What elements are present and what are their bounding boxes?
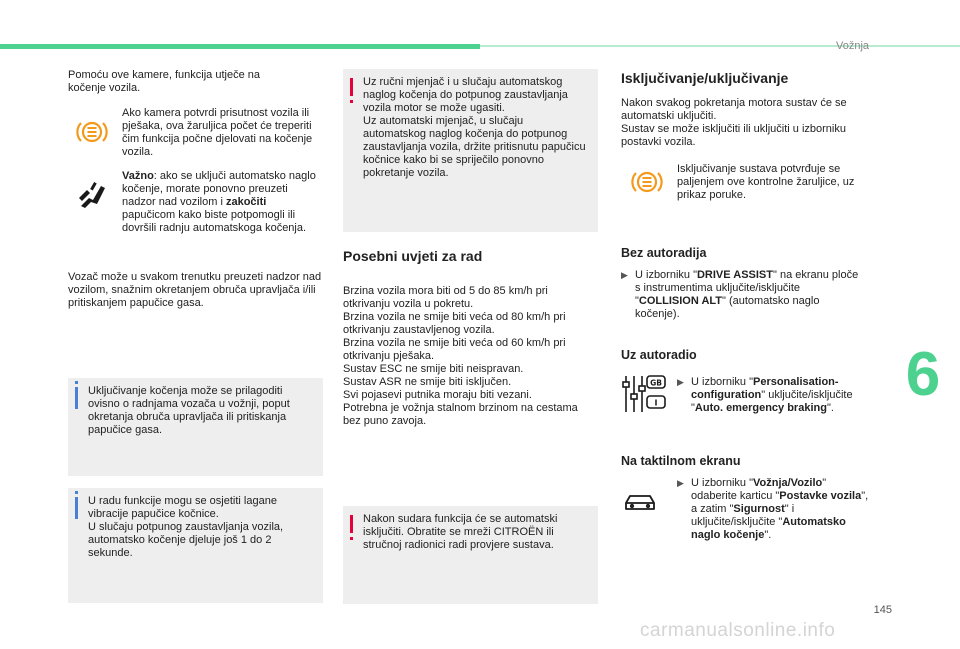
info-note-2: [68, 488, 323, 603]
condition-line: Brzina vozila ne smije biti veća od 80 km/h pri otkrivanju zaustavljenog vozila.: [343, 311, 566, 336]
condition-line: Brzina vozila mora biti od 5 do 85 km/h pri otkrivanju vozila u pokretu.: [343, 285, 548, 310]
condition-line: Potrebna je vožnja stalnom brzinom na cestama bez puno zavoja.: [343, 402, 578, 427]
with-radio-instruction: ▶ U izborniku "Personalisation-configuration" uključite/isključite "Auto. emergency braking".: [677, 376, 853, 414]
subheading-with-radio: Uz autoradio: [621, 348, 697, 362]
operating-conditions: [343, 247, 593, 428]
intro-text: Pomoću ove kamere, funkcija utječe na kočenje vozila.: [68, 69, 260, 94]
with-radio-row: [621, 370, 871, 418]
subheading-touchscreen: Na taktilnom ekranu: [621, 454, 741, 468]
condition-line: Sustav ESC ne smije biti neispravan.: [343, 363, 524, 375]
column-3: [621, 69, 871, 542]
warning-icon: [350, 515, 353, 533]
conditions-list: [343, 285, 593, 428]
foot-pedal-icon: [75, 178, 109, 212]
info-note-2-line-2: U slučaju potpunog zaustavljanja vozila, automatsko kočenje djeluje još 1 do 2 sekunde.: [88, 521, 284, 559]
info-note-1-text: Uključivanje kočenja može se prilagoditi ovisno o radnjama vozača u vožnji, poput okretanja obruča upravljača ili pritiskanja papučice gasa.: [88, 385, 290, 436]
touchscreen-instruction: ▶ U izborniku "Vožnja/Vozilo" odaberite karticu "Postavke vozila", a zatim "Sigurnost" i uključite/isključite "Automatsko naglo kočenje".: [677, 477, 869, 541]
arrow-icon: ▶: [621, 270, 628, 280]
condition-line: Sustav ASR ne smije biti isključen.: [343, 376, 512, 388]
chapter-title: Vožnja: [836, 40, 870, 52]
info-icon: [75, 497, 78, 519]
arrow-icon: ▶: [677, 377, 684, 387]
touchscreen-row: [621, 477, 871, 542]
warning-note-2-text: Nakon sudara funkcija će se automatski isključiti. Obratite se mreži CITROËN ili stručnoj radionici radi provjere sustava.: [363, 513, 558, 551]
info-note-1: [68, 378, 323, 476]
warning-note-1-line-1: Uz ručni mjenjač i u slučaju automatskog naglog kočenja do potpunog zaustavljanja vozila motor se može ugasiti.: [363, 76, 568, 114]
section-heading: Isključivanje/uključivanje: [621, 70, 789, 86]
driver-override-text: Vozač može u svakom trenutku preuzeti nadzor nad vozilom, snažnim okretanjem obruča upravljača i/ili pritiskanjem papučice gasa.: [68, 271, 322, 309]
important-row: [68, 170, 323, 235]
car-icon: [623, 491, 657, 513]
camera-lamp-row: [68, 107, 323, 159]
warning-icon: [350, 78, 353, 96]
camera-lamp-text: Ako kamera potvrdi prisutnost vozila ili pješaka, ova žaruljica počet će treperiti čim funkcija počne djelovati na kočenje vozila.: [122, 107, 313, 158]
condition-line: Brzina vozila ne smije biti veća od 60 km/h pri otkrivanju pješaka.: [343, 337, 566, 362]
warning-note-2: [343, 506, 598, 604]
accent-bar: [0, 44, 480, 49]
system-off-lamp-icon: [629, 167, 665, 197]
arrow-icon: ▶: [677, 478, 684, 488]
no-radio-instruction: ▶ U izborniku "DRIVE ASSIST" na ekranu ploče s instrumentima uključite/isključite "COLLISION ALT" (automatsko naglo kočenje).: [621, 269, 859, 320]
section-heading: Posebni uvjeti za rad: [343, 248, 483, 264]
subheading-no-radio: Bez autoradija: [621, 246, 707, 260]
deactivation-lamp-row: [621, 163, 871, 202]
warning-note-1: [343, 69, 598, 232]
info-badge: I: [654, 398, 658, 408]
deactivation-text: Nakon svakog pokretanja motora sustav će se automatski uključiti. Sustav se može isključiti ili uključiti u izborniku postavki vozila.: [621, 97, 847, 148]
important-text: Važno: ako se uključi automatsko naglo kočenje, morate ponovno preuzeti nadzor nad vozilom i zakočiti papučicom kako biste potpomogli ili dovršili radnju automatskoga kočenja.: [122, 170, 316, 234]
language-badge: GB: [650, 378, 662, 388]
deactivation-lamp-text: Isključivanje sustava potvrđuje se paljenjem ove kontrolne žaruljice, uz prikaz poruke.: [677, 163, 855, 201]
condition-line: Svi pojasevi putnika moraju biti vezani.: [343, 389, 532, 401]
warning-note-1-line-2: Uz automatski mjenjač, u slučaju automatskog naglog kočenja do potpunog zaustavljanja vozila, držite pritisnutu papučicu kočnice kako bi se spriječilo ponovno pokretanje vozila.: [363, 115, 586, 179]
info-note-2-line-1: U radu funkcije mogu se osjetiti lagane vibracije papučice kočnice.: [88, 495, 277, 520]
accent-bar-thin: [480, 45, 960, 47]
chapter-number: 6: [905, 340, 941, 409]
brake-warning-lamp-icon: [74, 117, 110, 147]
watermark: carmanualsonline.info: [640, 620, 836, 641]
info-icon: [75, 387, 78, 409]
page-number: 145: [873, 604, 892, 616]
settings-sliders-icon: [621, 372, 669, 414]
column-1: [68, 69, 323, 310]
